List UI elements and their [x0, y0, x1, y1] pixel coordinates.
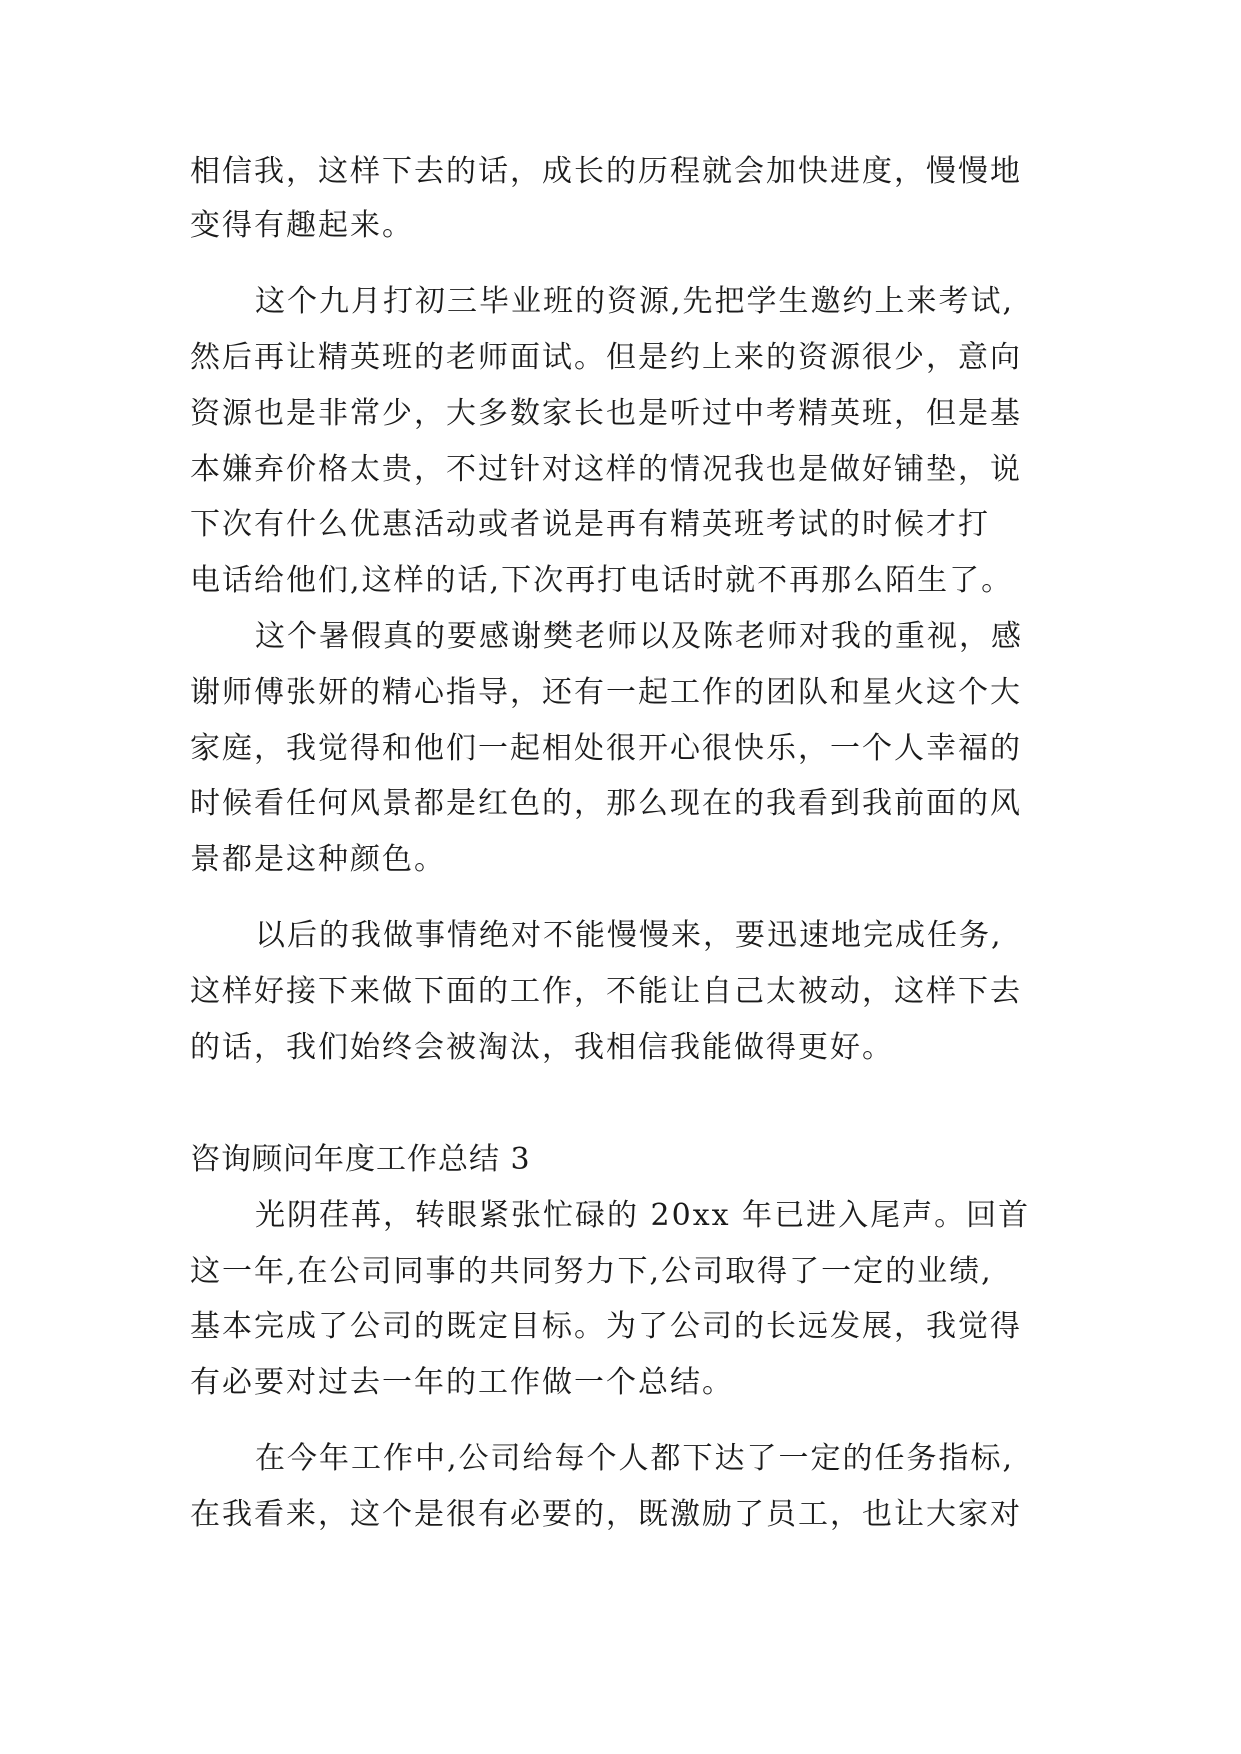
paragraph-line: 景都是这种颜色。 [190, 842, 446, 877]
paragraph-line: 这个九月打初三毕业班的资源,先把学生邀约上来考试, [255, 284, 1015, 319]
paragraph-line: 以后的我做事情绝对不能慢慢来，要迅速地完成任务, [255, 918, 1003, 953]
paragraph-line: 电话给他们,这样的话,下次再打电话时就不再那么陌生了。 [190, 563, 1014, 598]
paragraph-line: 谢师傅张妍的精心指导，还有一起工作的团队和星火这个大 [190, 675, 1022, 710]
paragraph-line: 家庭，我觉得和他们一起相处很开心很快乐，一个人幸福的 [190, 731, 1022, 766]
paragraph-line: 下次有什么优惠活动或者说是再有精英班考试的时候才打 [190, 507, 990, 542]
paragraph-line: 相信我，这样下去的话，成长的历程就会加快进度，慢慢地 [190, 154, 1022, 189]
paragraph-line: 的话，我们始终会被淘汰，我相信我能做得更好。 [190, 1030, 894, 1065]
paragraph-line: 然后再让精英班的老师面试。但是约上来的资源很少，意向 [190, 340, 1022, 375]
paragraph-line: 这个暑假真的要感谢樊老师以及陈老师对我的重视，感 [255, 619, 1023, 654]
section-heading: 咨询顾问年度工作总结 3 [190, 1142, 531, 1177]
paragraph-line: 这一年,在公司同事的共同努力下,公司取得了一定的业绩, [190, 1254, 993, 1289]
paragraph-line: 这样好接下来做下面的工作，不能让自己太被动，这样下去 [190, 974, 1022, 1009]
paragraph-line: 资源也是非常少，大多数家长也是听过中考精英班，但是基 [190, 396, 1022, 431]
paragraph-line: 本嫌弃价格太贵，不过针对这样的情况我也是做好铺垫，说 [190, 452, 1022, 487]
paragraph-line: 变得有趣起来。 [190, 208, 414, 243]
paragraph-line: 光阴荏苒，转眼紧张忙碌的 20xx 年已进入尾声。回首 [255, 1198, 1031, 1233]
paragraph-line: 时候看任何风景都是红色的，那么现在的我看到我前面的风 [190, 786, 1022, 821]
paragraph-line: 在今年工作中,公司给每个人都下达了一定的任务指标, [255, 1441, 1015, 1476]
paragraph-line: 基本完成了公司的既定目标。为了公司的长远发展，我觉得 [190, 1309, 1022, 1344]
paragraph-line: 在我看来，这个是很有必要的，既激励了员工，也让大家对 [190, 1497, 1022, 1532]
paragraph-line: 有必要对过去一年的工作做一个总结。 [190, 1365, 734, 1400]
